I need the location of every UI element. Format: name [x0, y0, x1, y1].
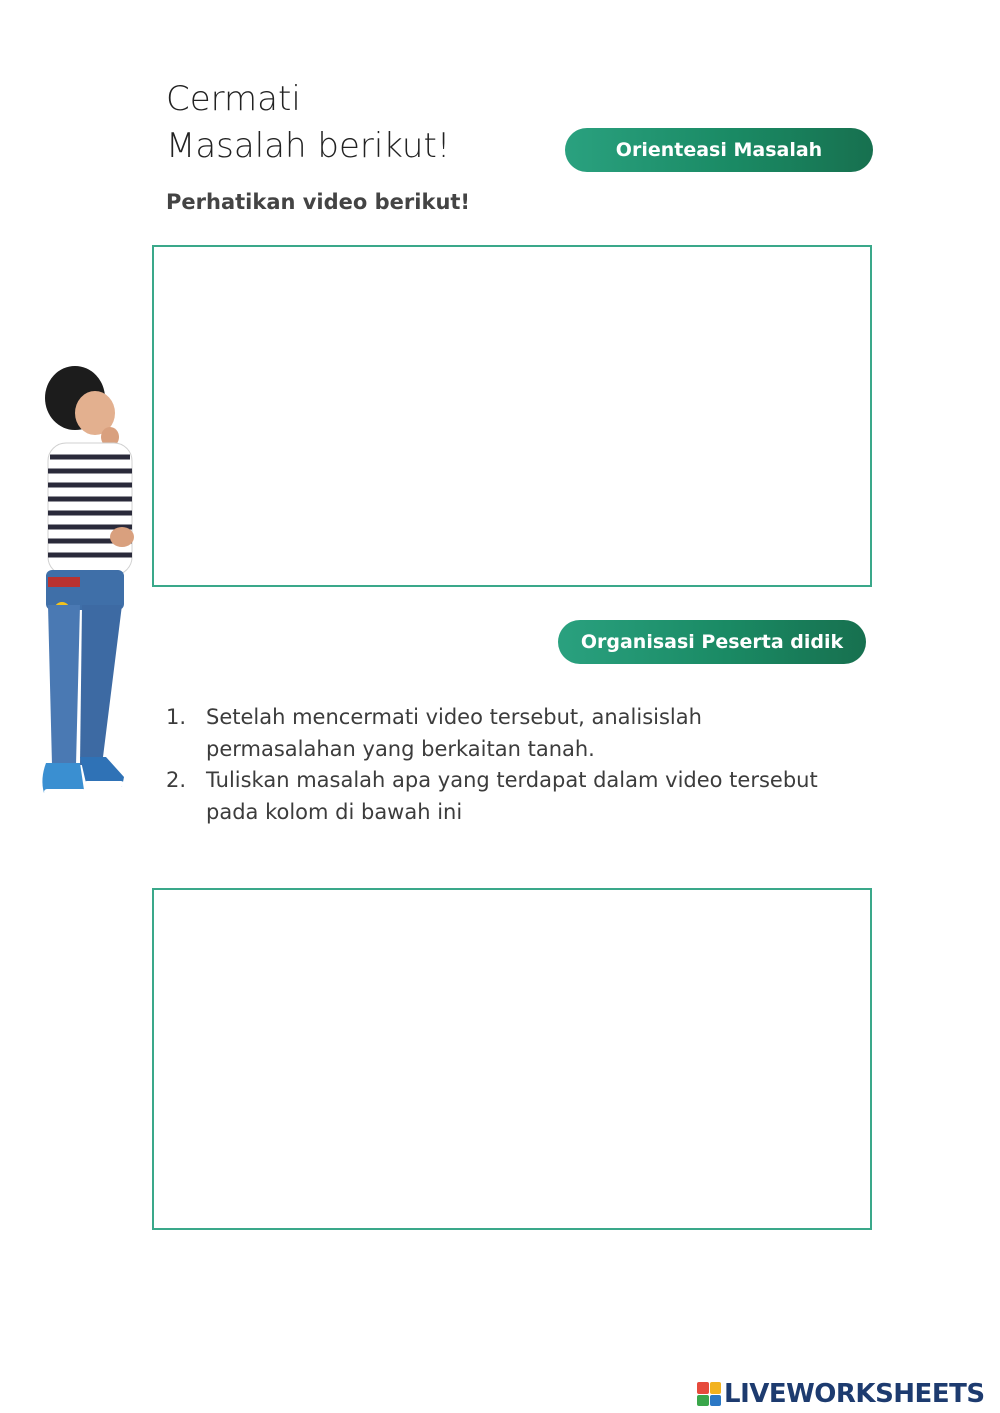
video-instruction: Perhatikan video berikut!: [166, 190, 471, 214]
badge-orienteasi-masalah: Orienteasi Masalah: [565, 128, 873, 172]
list-item-number: 1.: [166, 705, 187, 729]
badge-organisasi-peserta-didik: Organisasi Peserta didik: [558, 620, 866, 664]
liveworksheets-logo: [697, 1377, 985, 1411]
title-line-1: Cermati: [166, 79, 301, 119]
list-item-text: Setelah mencermati video tersebut, analisislah permasalahan yang berkaitan tanah.: [206, 705, 702, 761]
page-title: [166, 76, 450, 170]
liveworksheets-logo-icon: [697, 1382, 721, 1406]
list-item-text: Tuliskan masalah apa yang terdapat dalam video tersebut pada kolom di bawah ini: [206, 768, 818, 824]
instruction-list: [166, 702, 856, 828]
list-item: [166, 765, 856, 828]
list-item-number: 2.: [166, 768, 187, 792]
video-frame[interactable]: [152, 245, 872, 587]
thinking-child-image: [40, 365, 140, 805]
list-item: [166, 702, 856, 765]
answer-box[interactable]: [152, 888, 872, 1230]
title-line-2: Masalah berikut!: [166, 126, 451, 166]
liveworksheets-logo-text: LIVEWORKSHEETS: [724, 1379, 985, 1409]
